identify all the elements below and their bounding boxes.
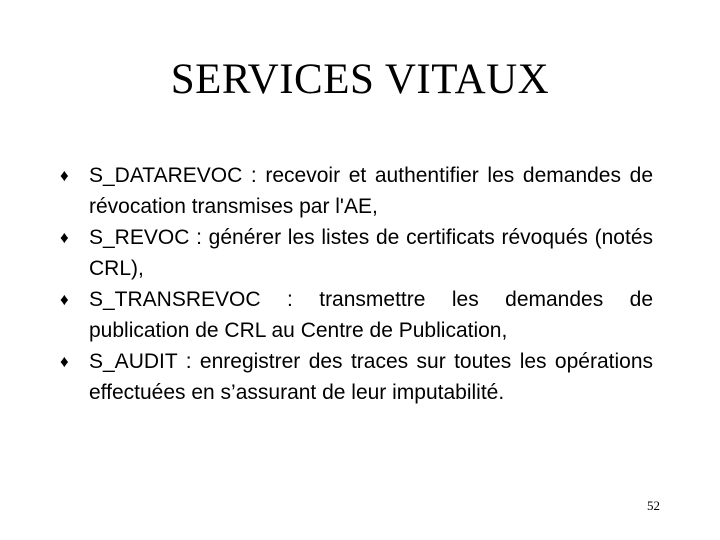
diamond-bullet-icon: ♦ — [60, 290, 69, 309]
bullet-text: S_DATAREVOC : recevoir et authentifier les demandes de révocation transmises par l'AE, — [89, 164, 653, 218]
bullet-list — [60, 160, 653, 408]
diamond-bullet-icon: ♦ — [60, 228, 69, 247]
slide-title: SERVICES VITAUX — [170, 56, 550, 103]
diamond-bullet-icon: ♦ — [60, 166, 69, 185]
bullet-item-s-transrevoc — [60, 284, 653, 346]
bullet-item-s-audit — [60, 346, 653, 408]
bullet-item-s-revoc — [60, 222, 653, 284]
bullet-text: S_AUDIT : enregistrer des traces sur toutes les opérations effectuées en s’assurant de leur imputabilité. — [89, 350, 653, 404]
bullet-text: S_REVOC : générer les listes de certificats révoqués (notés CRL), — [89, 226, 653, 280]
page-number: 52 — [647, 498, 660, 513]
diamond-bullet-icon: ♦ — [60, 352, 69, 371]
bullet-text: S_TRANSREVOC : transmettre les demandes de publication de CRL au Centre de Publication, — [89, 288, 653, 342]
bullet-item-s-datarevoc — [60, 160, 653, 222]
